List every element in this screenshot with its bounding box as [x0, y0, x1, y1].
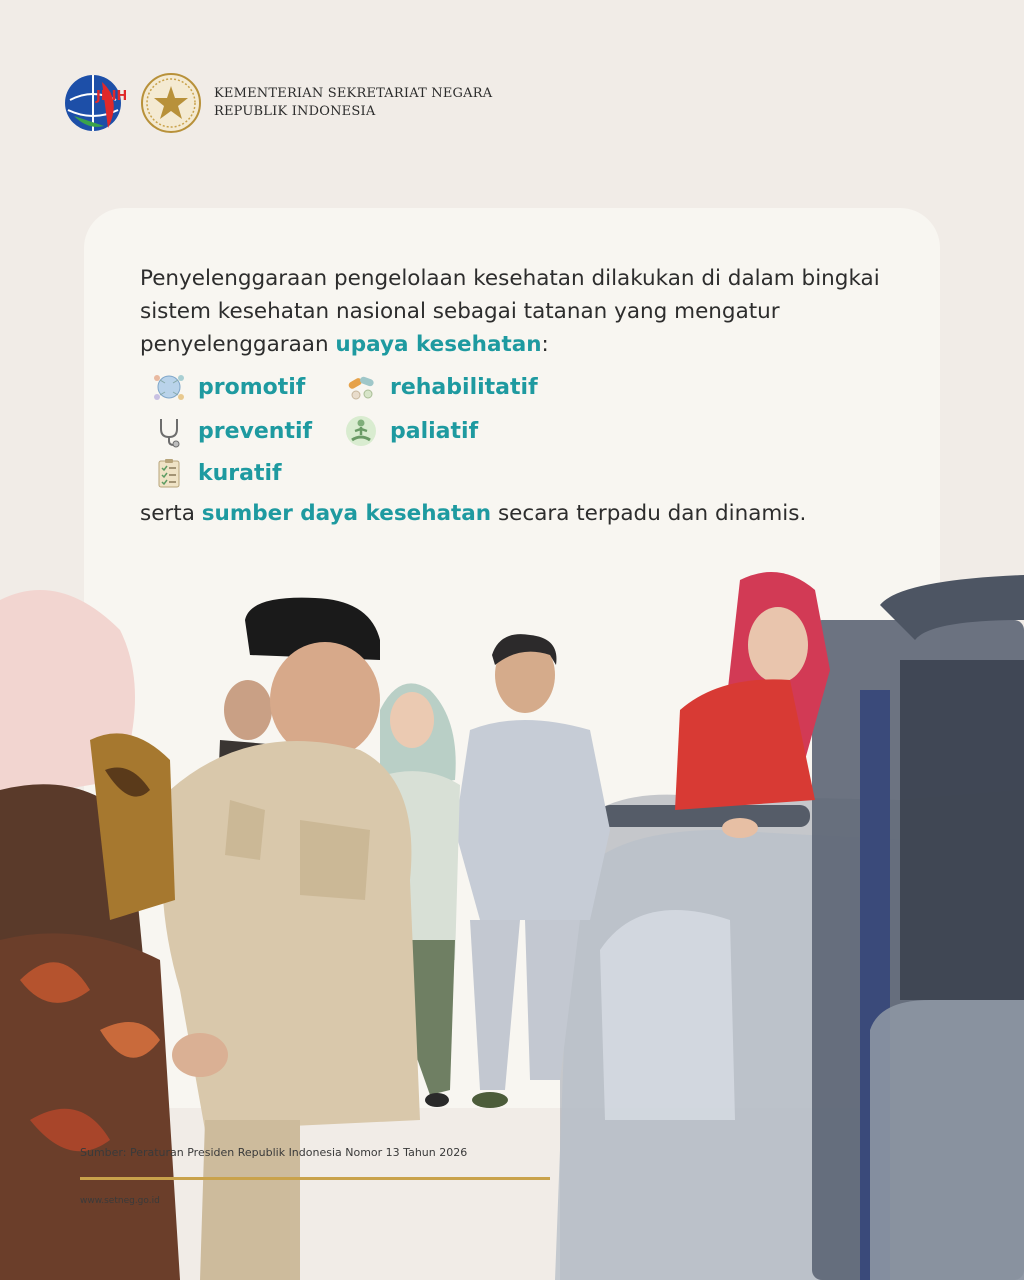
list-item-rehabilitatif: [344, 370, 538, 404]
outro-paragraph: [140, 497, 920, 530]
intro-end: :: [541, 332, 549, 357]
intro-paragraph: [140, 262, 900, 361]
ministry-line-1: KEMENTERIAN SEKRETARIAT NEGARA: [214, 86, 493, 101]
source-citation: Sumber: Peraturan Presiden Republik Indonesia Nomor 13 Tahun 2026: [80, 1146, 468, 1159]
outro-highlight: sumber daya kesehatan: [201, 501, 492, 526]
woman-red-hijab: [675, 572, 830, 838]
gold-divider: [80, 1177, 550, 1180]
list-item-promotif: [152, 370, 305, 404]
list-item-label: preventif: [198, 418, 313, 444]
svg-text:JDIH: JDIH: [96, 89, 126, 104]
intro-highlight: upaya kesehatan: [335, 332, 542, 357]
list-item-label: kuratif: [198, 460, 282, 486]
pills-icon: [344, 370, 378, 404]
outro-text: serta: [140, 501, 202, 526]
header: [60, 70, 492, 136]
watercolor-illustration: [0, 560, 1024, 1280]
list-item-label: paliatif: [390, 418, 479, 444]
ministry-line-2: REPUBLIK INDONESIA: [214, 104, 376, 119]
ministry-name: [214, 85, 492, 121]
website-link[interactable]: www.setneg.go.id: [80, 1196, 160, 1206]
jdih-logo: [60, 70, 126, 136]
intro-text: Penyelenggaraan pengelolaan kesehatan dilakukan di dalam bingkai sistem kesehatan nasional sebagai tatanan yang mengatur penyelenggaraan: [140, 266, 880, 357]
garuda-emblem-logo: [140, 72, 202, 134]
outro-text-end: secara terpadu dan dinamis.: [491, 501, 807, 526]
clipboard-checklist-icon: [152, 456, 186, 490]
globe-network-icon: [152, 370, 186, 404]
list-item-paliatif: [344, 414, 478, 448]
stethoscope-icon: [152, 414, 186, 448]
list-item-preventif: [152, 414, 312, 448]
meditation-icon: [344, 414, 378, 448]
list-item-kuratif: [152, 456, 282, 490]
list-item-label: rehabilitatif: [390, 374, 538, 400]
list-item-label: promotif: [198, 374, 306, 400]
